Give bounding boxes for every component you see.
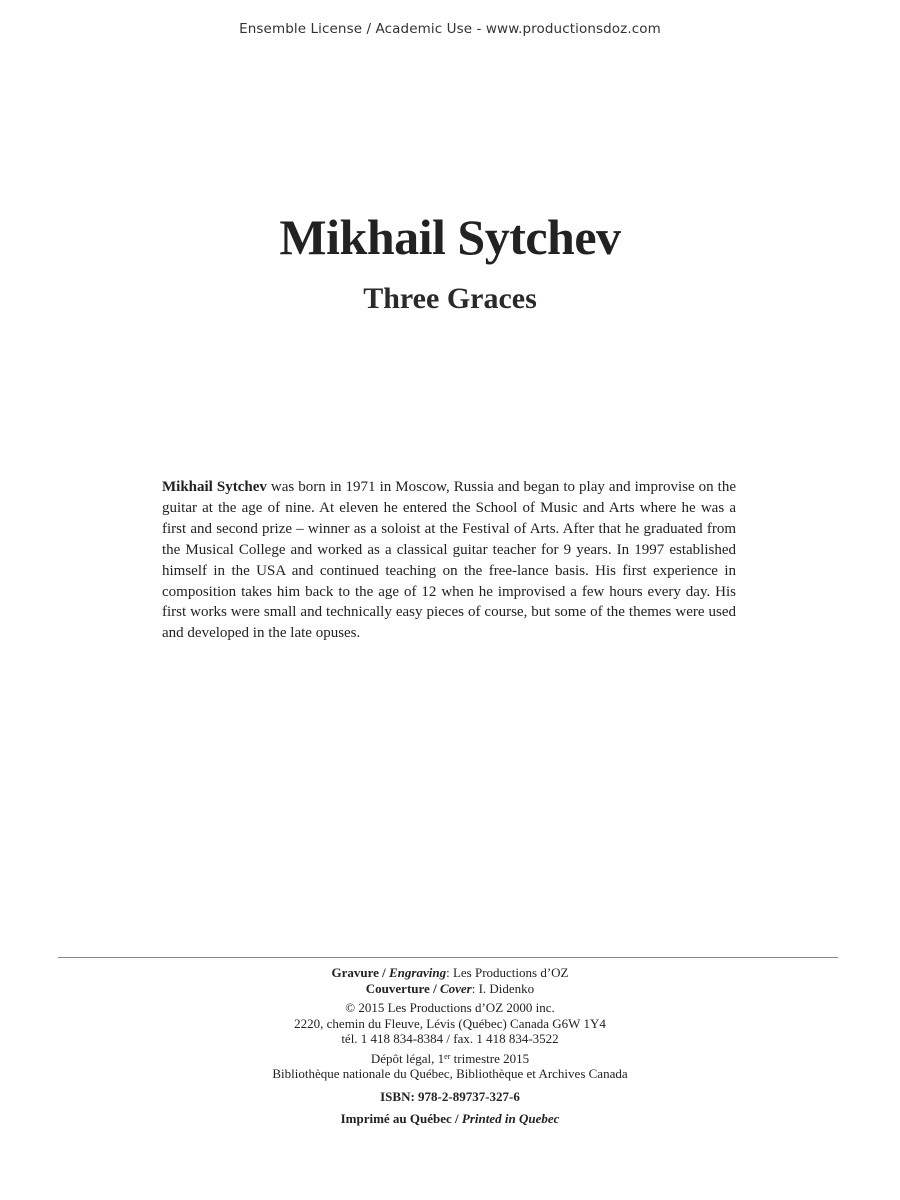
colophon bbox=[0, 965, 900, 1127]
printed-line: Imprimé au Québec / Printed in Quebec bbox=[340, 1111, 560, 1126]
isbn-line: ISBN: 978-2-89737-327-6 bbox=[380, 1088, 520, 1104]
copyright-line: © 2015 Les Productions d’OZ 2000 inc. bbox=[345, 1000, 555, 1015]
library-line: Bibliothèque nationale du Québec, Bibliothèque et Archives Canada bbox=[272, 1066, 628, 1081]
composer-title: Mikhail Sytchev bbox=[279, 209, 621, 265]
bio-composer-name: Mikhail Sytchev bbox=[162, 479, 267, 495]
license-header: Ensemble License / Academic Use - www.productionsdoz.com bbox=[239, 21, 661, 37]
publisher-address: 2220, chemin du Fleuve, Lévis (Québec) Canada G6W 1Y4 bbox=[294, 1015, 606, 1031]
cover-credit: Couverture / Cover: I. Didenko bbox=[365, 980, 535, 996]
engraving-credit: Gravure / Engraving: Les Productions d’OZ bbox=[331, 965, 569, 980]
work-title: Three Graces bbox=[363, 282, 537, 315]
composer-biography bbox=[162, 477, 736, 644]
publisher-phone: tél. 1 418 834-8384 / fax. 1 418 834-3522 bbox=[341, 1031, 559, 1046]
footer-divider bbox=[58, 957, 838, 958]
bio-text: was born in 1971 in Moscow, Russia and began to play and improvise on the guitar at the age of nine. At eleven he entered the School of Music and Arts where he was a first and second prize – winner as a soloist at the Festival of Arts. After that he graduated from the Musical College and worked as a classical guitar teacher for 9 years. In 1997 established himself in the USA and continued teaching on the free-lance basis. His first experience in composition takes him back to the age of 12 when he improvised a few hours every day. His first works were small and technically easy pieces of course, but some of the themes were used and developed in the late opuses. bbox=[162, 479, 737, 642]
legal-deposit: Dépôt légal, 1er trimestre 2015 bbox=[370, 1050, 530, 1066]
